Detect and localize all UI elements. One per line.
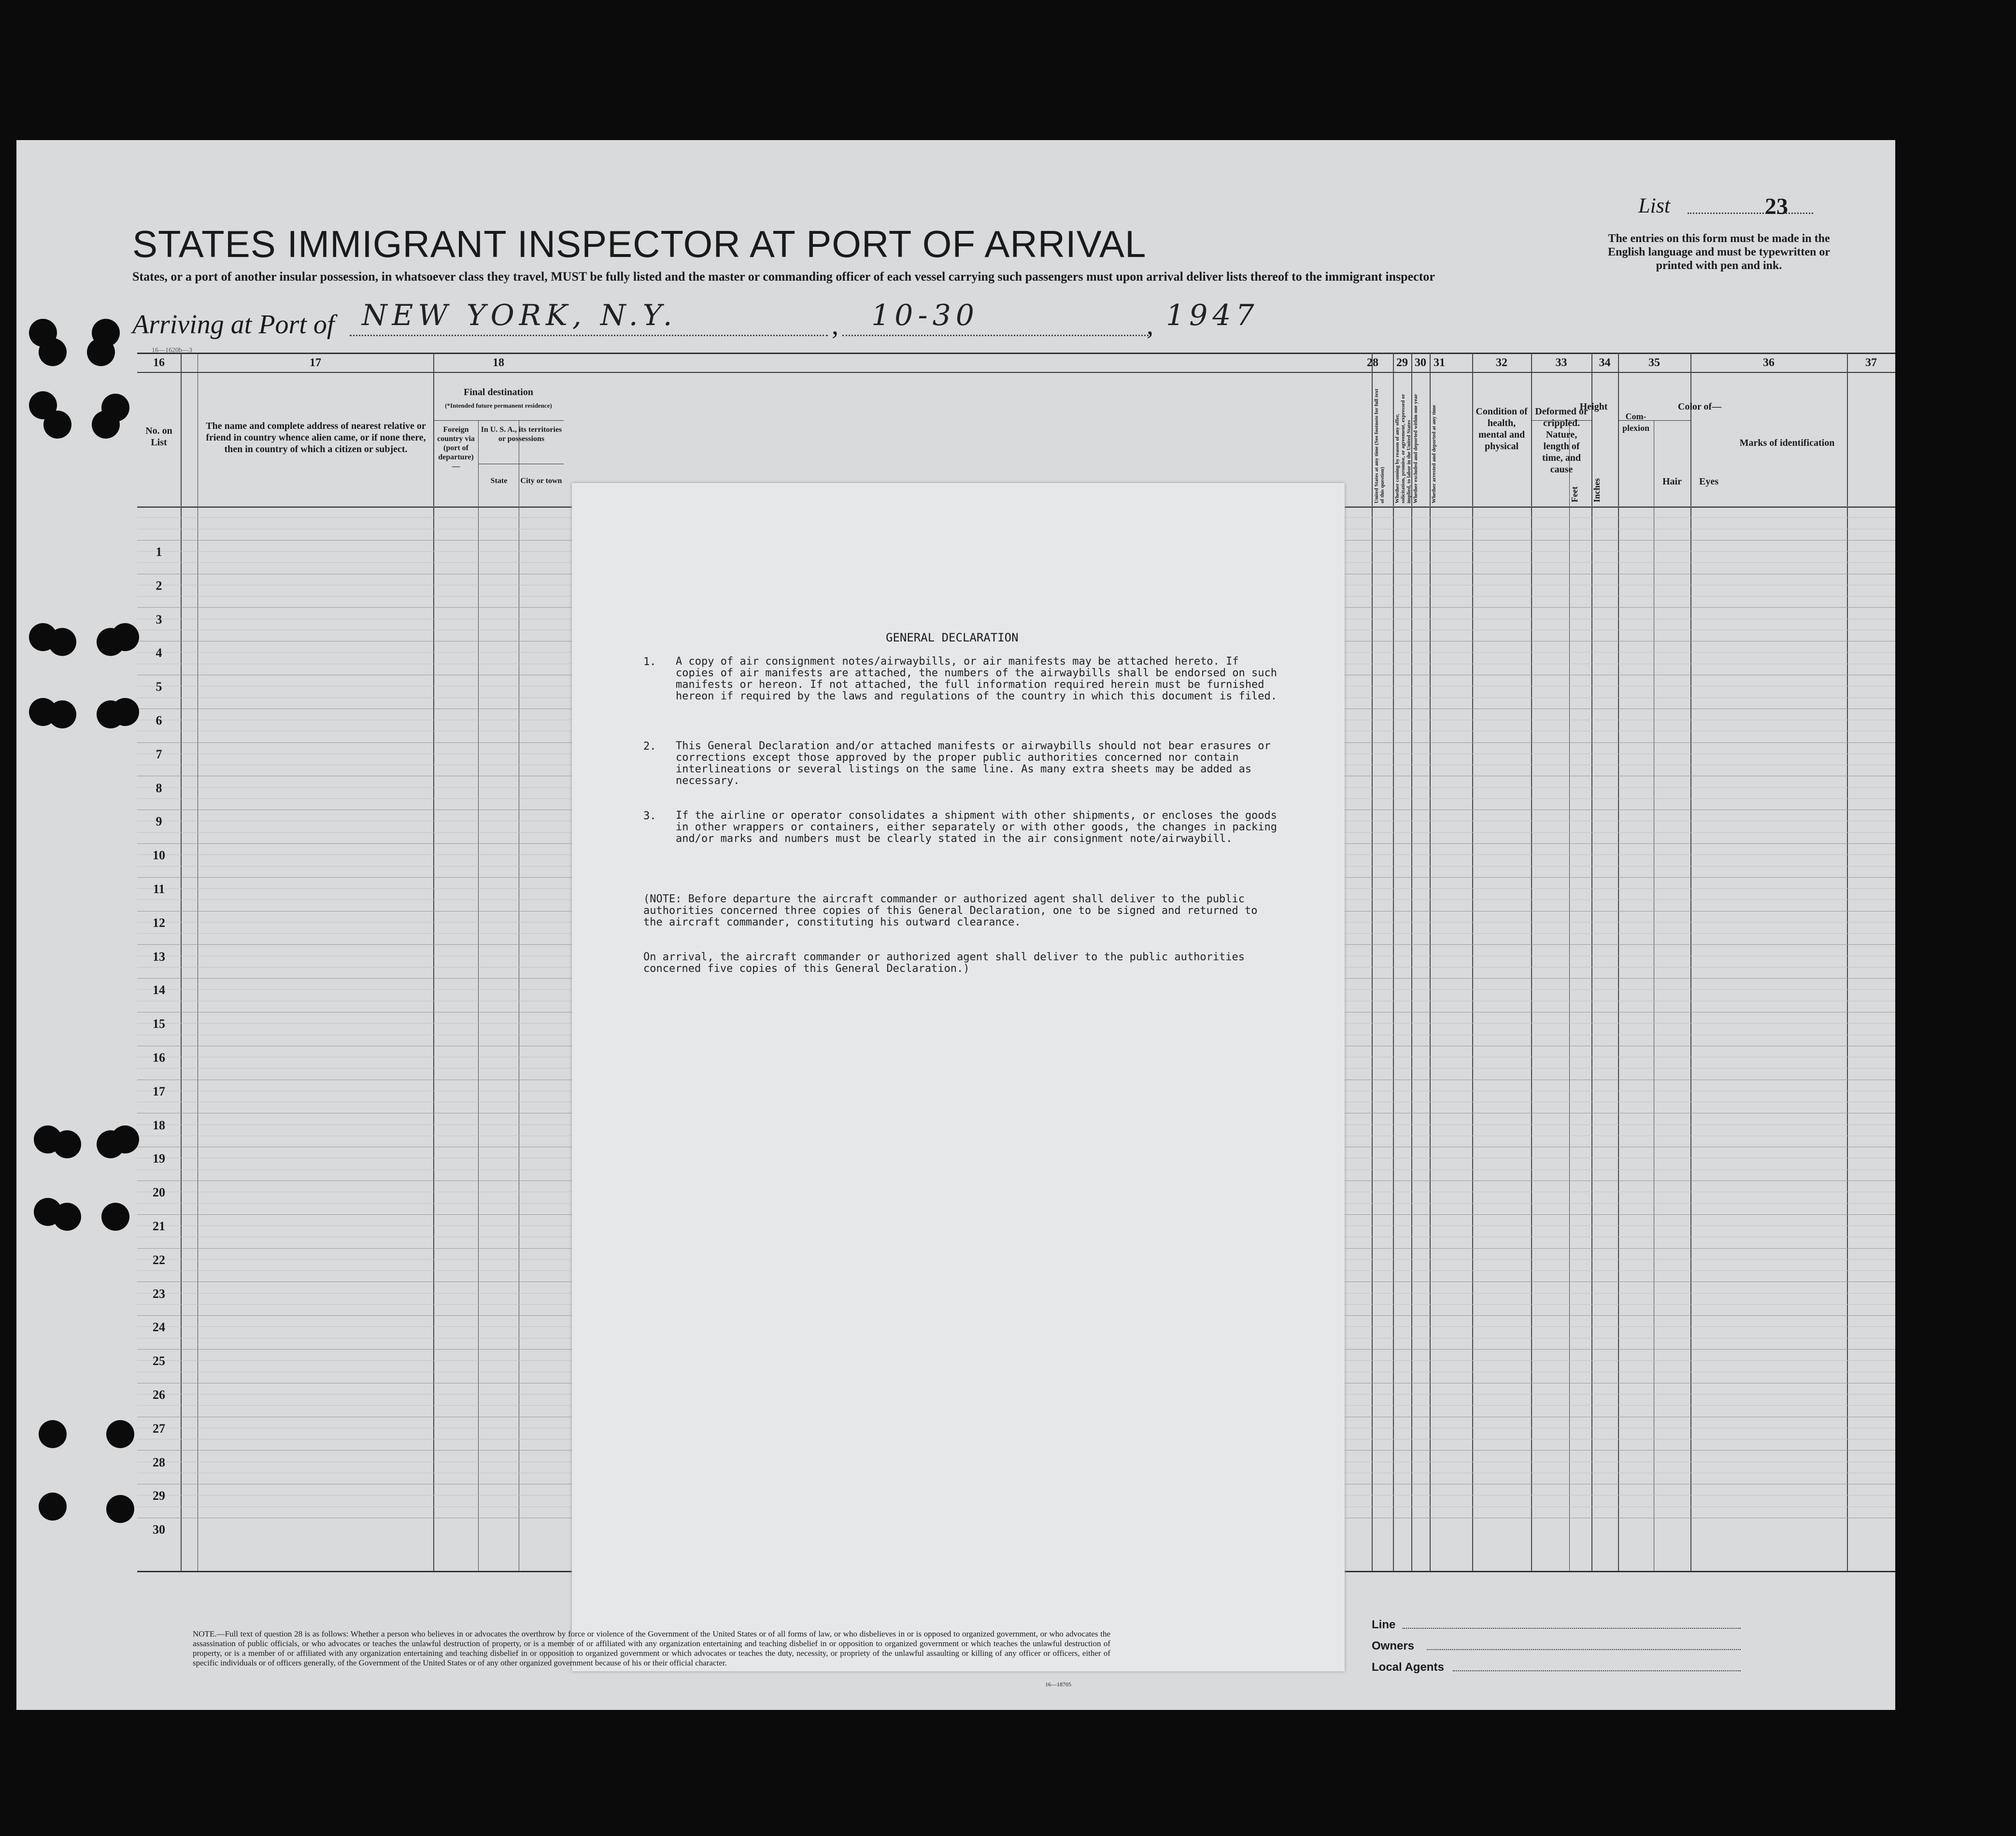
row-number: 20 — [153, 1185, 165, 1200]
local-agents-label: Local Agents — [1372, 1661, 1444, 1674]
row-number: 17 — [153, 1084, 165, 1098]
punch-hole — [111, 623, 139, 651]
footer-form-code: 16—18705 — [1045, 1681, 1071, 1688]
row-number: 15 — [153, 1017, 165, 1031]
column-divider — [478, 420, 479, 1571]
line-field — [1403, 1628, 1741, 1629]
column-number: 34 — [1599, 356, 1611, 369]
column-divider — [1372, 353, 1373, 1571]
general-declaration-title: GENERAL DECLARATION — [886, 631, 1019, 644]
row-number: 28 — [153, 1455, 165, 1469]
column-divider — [1618, 353, 1619, 1571]
form-number: 16—1620b—3 — [152, 347, 192, 354]
line-label: Line — [1372, 1618, 1396, 1631]
column-divider — [1472, 353, 1473, 1571]
header-nearest-relative: The name and complete address of nearest relative or friend in country whence alien came, or if none there, then in country of which a citizen or subject. — [206, 421, 426, 455]
general-declaration-sheet — [572, 483, 1345, 1671]
column-divider — [1569, 420, 1570, 1571]
table-top-rule — [137, 353, 1895, 354]
port-value: NEW YORK, N.Y. — [362, 299, 677, 332]
column-number: 30 — [1415, 356, 1426, 369]
row-number: 4 — [156, 646, 162, 660]
column-number: 16 — [153, 356, 165, 369]
row-number: 11 — [153, 882, 165, 896]
declaration-item-text: This General Declaration and/or attached manifests or airwaybills should not bear erasures or corrections except those approved by the proper public authorities concerned nor contain interlineations or several listings on the same line. As many extra sheets may be added as necessary. — [676, 740, 1271, 787]
punch-hole — [92, 411, 120, 439]
row-number: 12 — [153, 915, 165, 930]
row-number: 18 — [153, 1118, 165, 1132]
punch-hole — [111, 1125, 139, 1153]
owners-label: Owners — [1372, 1639, 1415, 1652]
footnote-question-28: NOTE.—Full text of question 28 is as follows: Whether a person who believes in or advocates the overthrow by force or violence of the Government of the United States or of all forms of law, or who disbelieves in or is opposed to organized government, or who advocates the assassination of public officials, or who advocates or teaches the unlawful destruction of property, or is a member of or affiliated with any organization entertaining and teaching disbelief in or opposition to organized government or which teaches the unlawful destruction of property, or is a member of or affiliated with any organization entertaining and teaching disbelief in or opposition to organized government or which advocates or teaches the duty, necessity, or propriety of the unlawful assaulting or killing of any officer or officers, either of specific individuals or of officers generally, of the Government of the United States or of any other organized government because of his or their official character. — [193, 1629, 1110, 1667]
punch-hole — [43, 411, 71, 439]
column-number: 28 — [1367, 356, 1378, 369]
separator: , — [1147, 311, 1153, 341]
column-number: 18 — [493, 356, 504, 369]
port-field-line — [350, 335, 828, 336]
page-subtitle: States, or a port of another insular possession, in whatsoever class they travel, MUST be fully listed and the master or commanding officer of each vessel carrying such passengers must upon arrival deliver lists thereof to the immigrant inspector — [132, 270, 1435, 284]
row-number: 3 — [156, 612, 162, 626]
column-divider — [1690, 353, 1691, 1571]
header-condition-of-health: Condition of health, mental and physical — [1476, 406, 1528, 452]
declaration-note: (NOTE: Before departure the aircraft commander or authorized agent shall deliver to the public authorities concerned three copies of this General Declaration, one to be signed and returned to the aircraft commander, constituting his outward clearance. — [643, 893, 1258, 928]
header-no-on-list: No. on List — [145, 426, 172, 448]
declaration-item-number: 1. — [643, 656, 656, 668]
row-number: 26 — [153, 1388, 165, 1402]
punch-hole — [39, 338, 67, 366]
declaration-item-text: If the airline or operator consolidates a shipment with other shipments, or encloses the goods in other wrappers or containers, either separately or with other goods, the changes in packing and/or marks and numbers must be clearly stated in the air consignment note/airwaybill. — [676, 810, 1278, 845]
column-divider — [1393, 353, 1394, 1571]
row-number: 5 — [156, 680, 162, 694]
punch-hole — [39, 1493, 67, 1521]
row-number: 27 — [153, 1421, 165, 1436]
list-number: 23 — [1765, 194, 1788, 219]
local-agents-field — [1453, 1670, 1741, 1671]
header-marks: Marks of identification — [1739, 438, 1835, 448]
owners-field — [1427, 1649, 1741, 1650]
punch-hole — [87, 338, 115, 366]
declaration-item-number: 3. — [643, 810, 656, 822]
column-number: 36 — [1763, 356, 1775, 369]
row-number: 1 — [156, 545, 162, 559]
row-number: 30 — [153, 1523, 165, 1537]
header-complexion: Com- plexion — [1622, 412, 1649, 433]
punch-hole — [101, 1203, 129, 1231]
column-number: 17 — [310, 356, 321, 369]
punch-hole — [39, 1420, 67, 1448]
header-hair: Hair — [1662, 476, 1682, 487]
declaration-item-number: 2. — [643, 740, 656, 753]
row-number: 8 — [156, 781, 162, 795]
column-divider — [181, 353, 182, 1571]
list-label: List — [1638, 194, 1671, 217]
punch-hole — [53, 1203, 81, 1231]
punch-hole — [48, 700, 76, 728]
date-field-line — [842, 335, 1151, 336]
column-number: 33 — [1555, 356, 1567, 369]
row-number: 19 — [153, 1152, 165, 1166]
header-height: Height — [1579, 401, 1608, 412]
header-city: City or town — [520, 477, 562, 485]
column-number: 35 — [1648, 356, 1660, 369]
row-number: 14 — [153, 983, 165, 997]
row-number: 6 — [156, 713, 162, 727]
punch-hole — [53, 1130, 81, 1158]
row-number: 2 — [156, 578, 162, 593]
column-divider — [1430, 353, 1431, 1571]
declaration-arrival-note: On arrival, the aircraft commander or authorized agent shall deliver to the public authorities concerned five copies of this General Declaration.) — [643, 951, 1245, 975]
header-in-usa: In U. S. A., its territories or possessions — [481, 426, 562, 443]
list-line — [1688, 213, 1813, 214]
punch-hole — [48, 628, 76, 656]
row-number: 23 — [153, 1286, 165, 1301]
page-title: STATES IMMIGRANT INSPECTOR AT PORT OF ARRIVAL — [132, 223, 1147, 265]
row-number: 16 — [153, 1051, 165, 1065]
column-number: 31 — [1434, 356, 1445, 369]
column-divider — [1591, 353, 1592, 1571]
separator: , — [832, 311, 838, 341]
arriving-label: Arriving at Port of — [132, 310, 335, 340]
column-number: 29 — [1396, 356, 1408, 369]
header-deformed: Deformed or crippled. Nature, length of time, and cause — [1535, 406, 1588, 475]
declaration-item-text: A copy of air consignment notes/airwaybills, or air manifests may be attached hereto. If copies of air manifests are attached, the numbers of the airwaybills shall be endorsed on such manifests or hereon. If not attached, the full information required herein must be furnished hereon if required by the laws and regulations of the country in which this document is filed. — [676, 655, 1278, 702]
date-value: 10-30 — [871, 299, 979, 332]
punch-hole — [106, 1495, 134, 1523]
header-color-of: Color of— — [1677, 401, 1722, 412]
column-divider — [1531, 353, 1532, 1571]
header-foreign-country: Foreign country via (port of departure)— — [437, 426, 475, 470]
header-final-destination-note: (*Intended future permanent residence) — [445, 402, 552, 409]
year-value: 1947 — [1166, 299, 1259, 332]
row-number: 22 — [153, 1252, 165, 1267]
column-number: 32 — [1496, 356, 1507, 369]
column-divider — [1411, 353, 1412, 1571]
row-number: 9 — [156, 814, 162, 829]
punch-hole — [106, 1420, 134, 1448]
row-number: 24 — [153, 1320, 165, 1335]
header-question-30: Whether excluded and deported within one year — [1413, 394, 1419, 503]
header-question-29: Whether coming by reason of any offer, solicitation, promise, or agreement, expressed or implied, to labor in the United States — [1394, 394, 1412, 503]
sub-header-rule — [433, 420, 564, 421]
row-number: 10 — [153, 848, 165, 863]
row-number: 7 — [156, 747, 162, 761]
column-number-rule — [137, 372, 1895, 373]
header-state: State — [490, 477, 508, 485]
row-number: 21 — [153, 1219, 165, 1233]
header-feet: Feet — [1570, 486, 1579, 502]
row-number: 29 — [153, 1489, 165, 1503]
form-instructions: The entries on this form must be made in the English language and must be typewritten or printed with pen and ink. — [1607, 232, 1831, 272]
manifest-sheet — [16, 140, 1895, 1710]
row-number: 25 — [153, 1354, 165, 1368]
header-question-28: United States at any time (See footnote for full text of this question) — [1374, 388, 1385, 503]
header-eyes: Eyes — [1699, 476, 1718, 487]
column-divider — [433, 353, 434, 1571]
column-number: 37 — [1865, 356, 1877, 369]
row-number: 13 — [153, 949, 165, 964]
column-divider — [1847, 353, 1848, 1571]
header-question-31: Whether arrested and deported at any time — [1431, 405, 1437, 503]
punch-hole — [111, 698, 139, 726]
header-inches: Inches — [1592, 478, 1602, 502]
header-final-destination: Final destination — [464, 387, 533, 398]
